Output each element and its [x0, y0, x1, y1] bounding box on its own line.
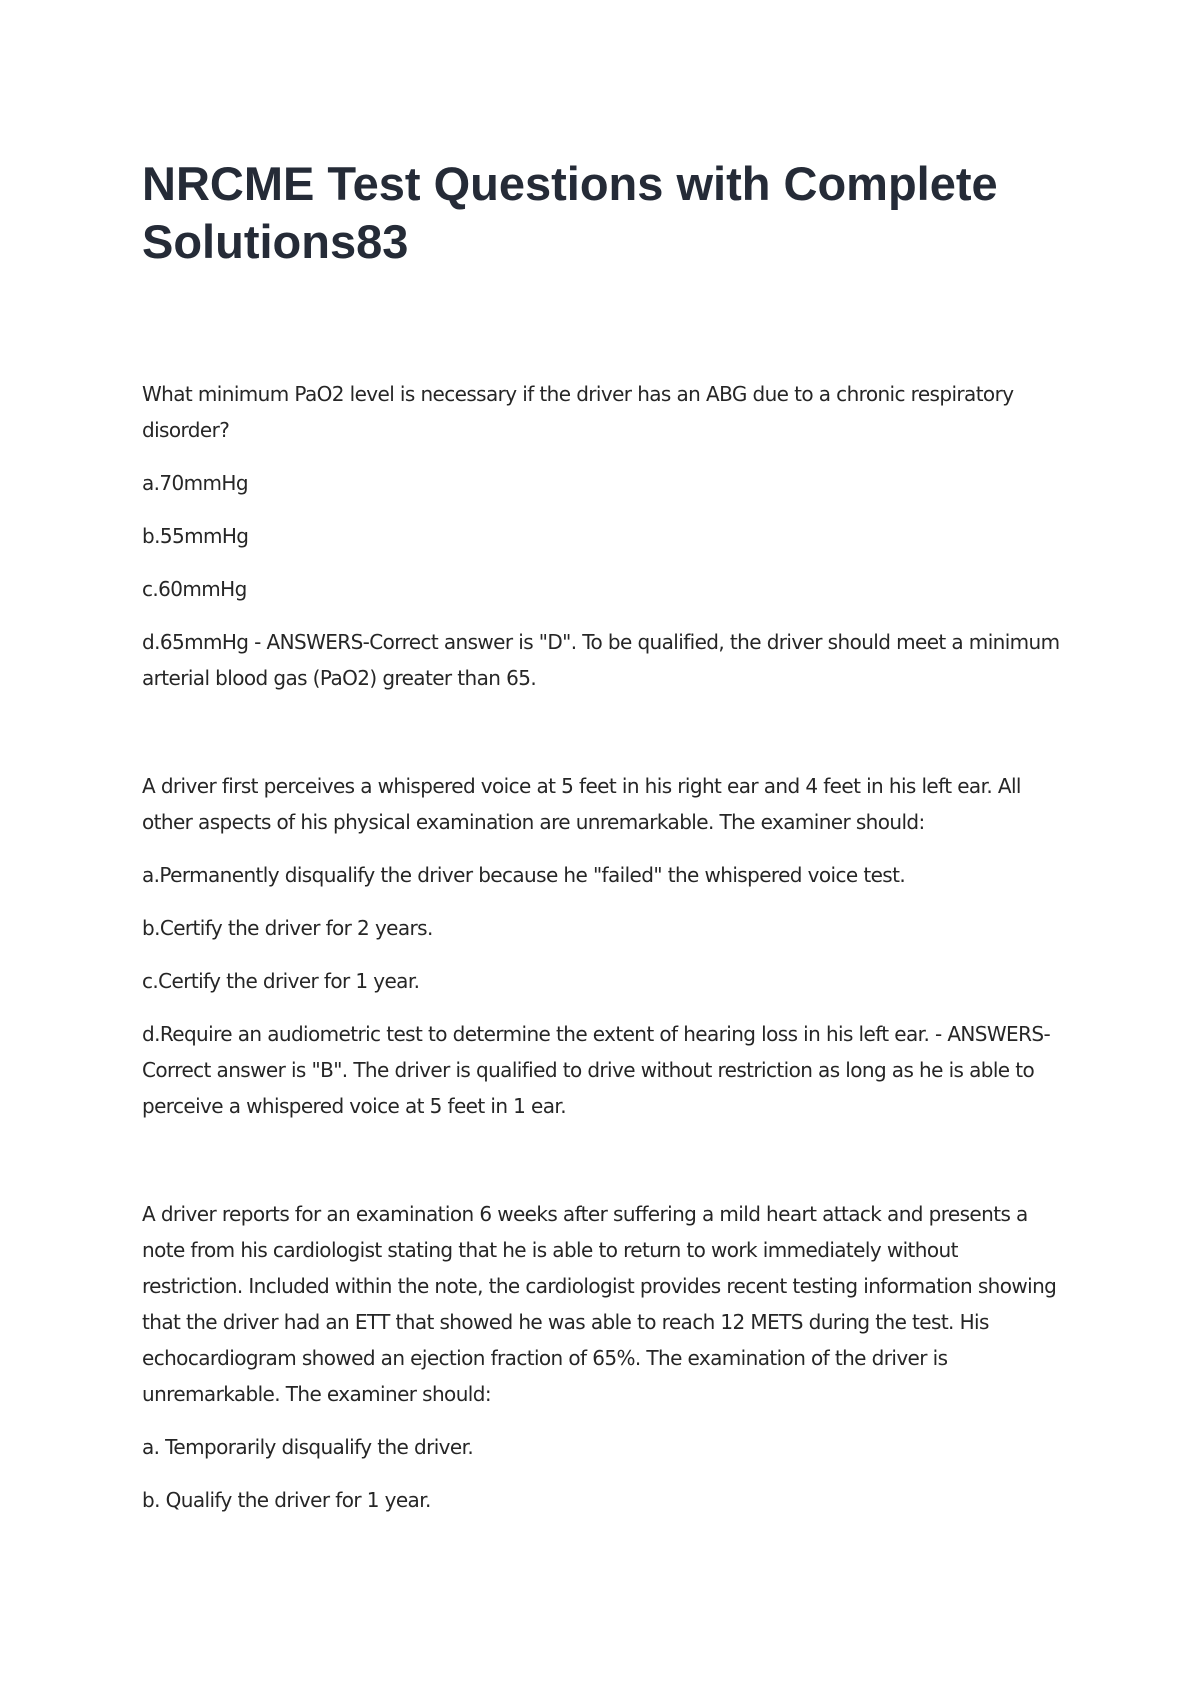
answer-option: d.Require an audiometric test to determine the extent of hearing loss in his left ear. - ANSWERS-Correct answer is "B". The driver is qualified to drive without restriction as long as he is able to perceive a whispered voice at 5 feet in 1 ear. [142, 1022, 1051, 1118]
answer-option: b.Certify the driver for 2 years. [142, 916, 433, 940]
question-block [142, 376, 1060, 696]
answer-option: a.70mmHg [142, 471, 248, 495]
document-title: NRCME Test Questions with Complete Solutions83 [142, 157, 998, 268]
question-stem: What minimum PaO2 level is necessary if the driver has an ABG due to a chronic respiratory disorder? [142, 382, 1014, 442]
question-stem: A driver first perceives a whispered voice at 5 feet in his right ear and 4 feet in his left ear. All other aspects of his physical examination are unremarkable. The examiner should: [142, 774, 1021, 834]
answer-option: c.Certify the driver for 1 year. [142, 969, 420, 993]
answer-option: a. Temporarily disqualify the driver. [142, 1435, 474, 1459]
document-body [142, 376, 1060, 1518]
question-stem: A driver reports for an examination 6 weeks after suffering a mild heart attack and presents a note from his cardiologist stating that he is able to return to work immediately without restriction. Included within the note, the cardiologist provides recent testing information showing that the driver had an ETT that showed he was able to reach 12 METS during the test. His echocardiogram showed an ejection fraction of 65%. The examination of the driver is unremarkable. The examiner should: [142, 1202, 1057, 1406]
answer-option: c.60mmHg [142, 577, 247, 601]
question-block [142, 768, 1060, 1124]
answer-option: b.55mmHg [142, 524, 249, 548]
answer-option: a.Permanently disqualify the driver because he "failed" the whispered voice test. [142, 863, 906, 887]
question-block [142, 1196, 1060, 1518]
answer-option: d.65mmHg - ANSWERS-Correct answer is "D". To be qualified, the driver should meet a minimum arterial blood gas (PaO2) greater than 65. [142, 630, 1060, 690]
answer-option: b. Qualify the driver for 1 year. [142, 1488, 431, 1512]
